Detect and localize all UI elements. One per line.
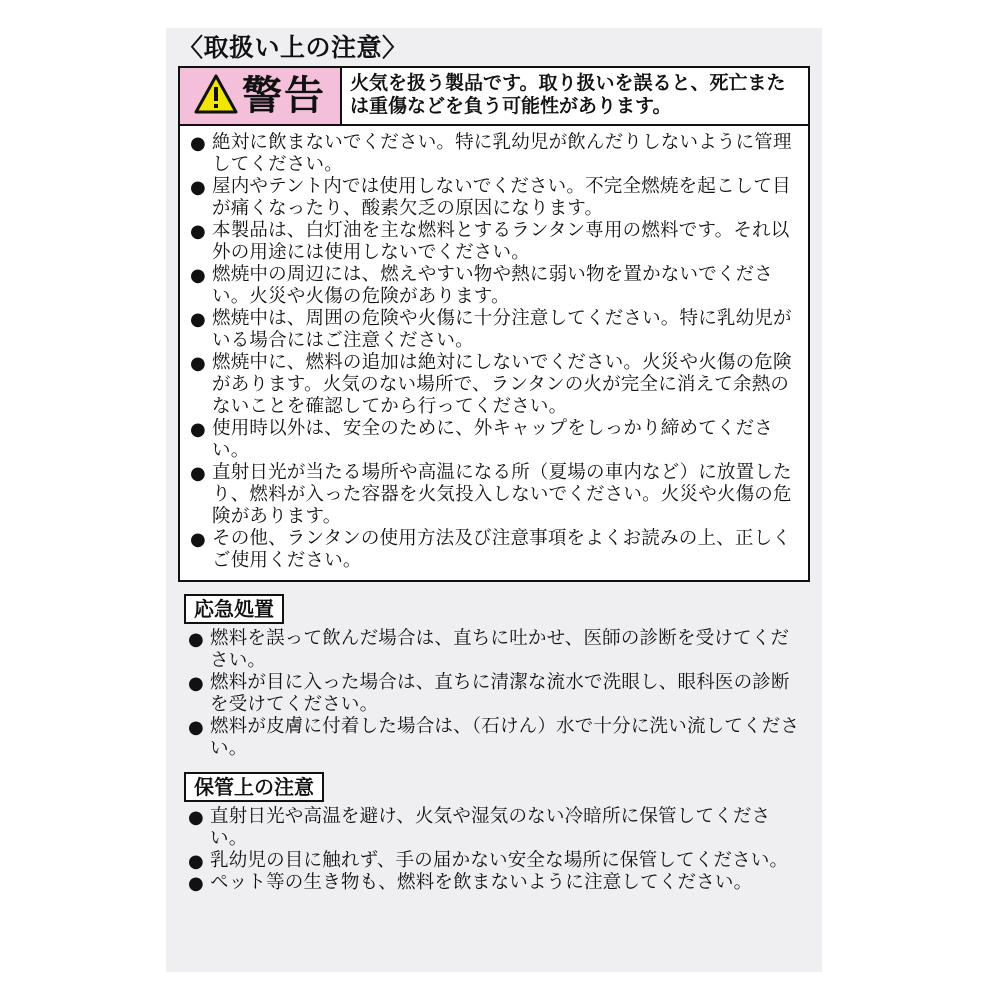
warning-header <box>180 68 808 126</box>
first-aid-item <box>188 716 804 760</box>
storage-item-text: ペット等の生き物も、燃料を飲まないように注意してください。 <box>210 872 753 893</box>
caution-label <box>166 28 822 972</box>
warning-item <box>190 132 802 176</box>
bullet-icon: ● <box>188 807 204 828</box>
first-aid-item-text: 燃料が皮膚に付着した場合は、（石けん）水で十分に洗い流してください。 <box>210 716 800 759</box>
bullet-icon: ● <box>190 463 206 484</box>
bullet-icon: ● <box>190 221 206 242</box>
warning-item <box>190 176 802 220</box>
warning-item-text: 使用時以外は、安全のために、外キャップをしっかり締めてください。 <box>212 418 774 461</box>
warning-item-text: 燃焼中の周辺には、燃えやすい物や熱に弱い物を置かないでください。火災や火傷の危険があります。 <box>212 264 774 307</box>
warning-item-text: 本製品は、白灯油を主な燃料とするランタン専用の燃料です。それ以外の用途には使用しないでください。 <box>212 220 790 263</box>
storage-item <box>188 806 804 850</box>
storage-item <box>188 872 804 894</box>
warning-item-text: その他、ランタンの使用方法及び注意事項をよくお読みの上、正しくご使用ください。 <box>212 528 791 571</box>
warning-item <box>190 308 802 352</box>
bullet-icon: ● <box>190 353 206 374</box>
first-aid-item <box>188 628 804 672</box>
warning-item <box>190 462 802 528</box>
bullet-icon: ● <box>190 419 206 440</box>
bullet-icon: ● <box>188 673 204 694</box>
warning-item-text: 燃焼中は、周囲の危険や火傷に十分注意してください。特に乳幼児がいる場合にはご注意ください。 <box>212 308 792 351</box>
warning-item-text: 絶対に飲まないでください。特に乳幼児が飲んだりしないように管理してください。 <box>212 132 792 175</box>
warning-box <box>178 66 810 582</box>
bullet-icon: ● <box>188 629 204 650</box>
storage-item-text: 直射日光や高温を避け、火気や湿気のない冷暗所に保管してください。 <box>210 806 771 849</box>
warning-item-text: 屋内やテント内では使用しないでください。不完全燃焼を起こして目が痛くなったり、酸素欠乏の原因になります。 <box>212 176 791 219</box>
storage-item <box>188 850 804 872</box>
page-title: 〈取扱い上の注意〉 <box>178 33 408 62</box>
warning-item <box>190 220 802 264</box>
first-aid-item <box>188 672 804 716</box>
storage-list <box>178 806 810 894</box>
warning-item <box>190 352 802 418</box>
warning-item <box>190 528 802 572</box>
bullet-icon: ● <box>188 717 204 738</box>
bullet-icon: ● <box>190 309 206 330</box>
signal-word-panel <box>180 68 342 124</box>
warning-item <box>190 264 802 308</box>
bullet-icon: ● <box>190 529 206 550</box>
storage-item-text: 乳幼児の目に触れず、手の届かない安全な場所に保管してください。 <box>210 850 789 871</box>
first-aid-list <box>178 628 810 760</box>
warning-item-text: 燃焼中に、燃料の追加は絶対にしないでください。火災や火傷の危険があります。火気のない場所で、ランタンの火が完全に消えて余熱のないことを確認してから行ってください。 <box>212 352 792 417</box>
warning-triangle-icon <box>194 74 238 118</box>
bullet-icon: ● <box>190 177 206 198</box>
bullet-icon: ● <box>188 873 204 894</box>
warning-item-text: 直射日光が当たる場所や高温になる所（夏場の車内など）に放置したり、燃料が入った容器を火気投入しないでください。火災や火傷の危険があります。 <box>212 462 792 527</box>
warning-list <box>190 132 802 572</box>
bullet-icon: ● <box>188 851 204 872</box>
bullet-icon: ● <box>190 133 206 154</box>
storage-heading: 保管上の注意 <box>184 772 324 802</box>
first-aid-item-text: 燃料を誤って飲んだ場合は、直ちに吐かせ、医師の診断を受けてください。 <box>210 628 790 671</box>
warning-body <box>180 126 808 580</box>
warning-intro: 火気を扱う製品です。取り扱いを誤ると、死亡または重傷などを負う可能性があります。 <box>350 72 786 117</box>
signal-word: 警告 <box>242 73 326 119</box>
first-aid-item-text: 燃料が目に入った場合は、直ちに清潔な流水で洗眼し、眼科医の診断を受けてください。 <box>210 672 790 715</box>
first-aid-heading: 応急処置 <box>184 594 284 624</box>
bullet-icon: ● <box>190 265 206 286</box>
warning-item <box>190 418 802 462</box>
